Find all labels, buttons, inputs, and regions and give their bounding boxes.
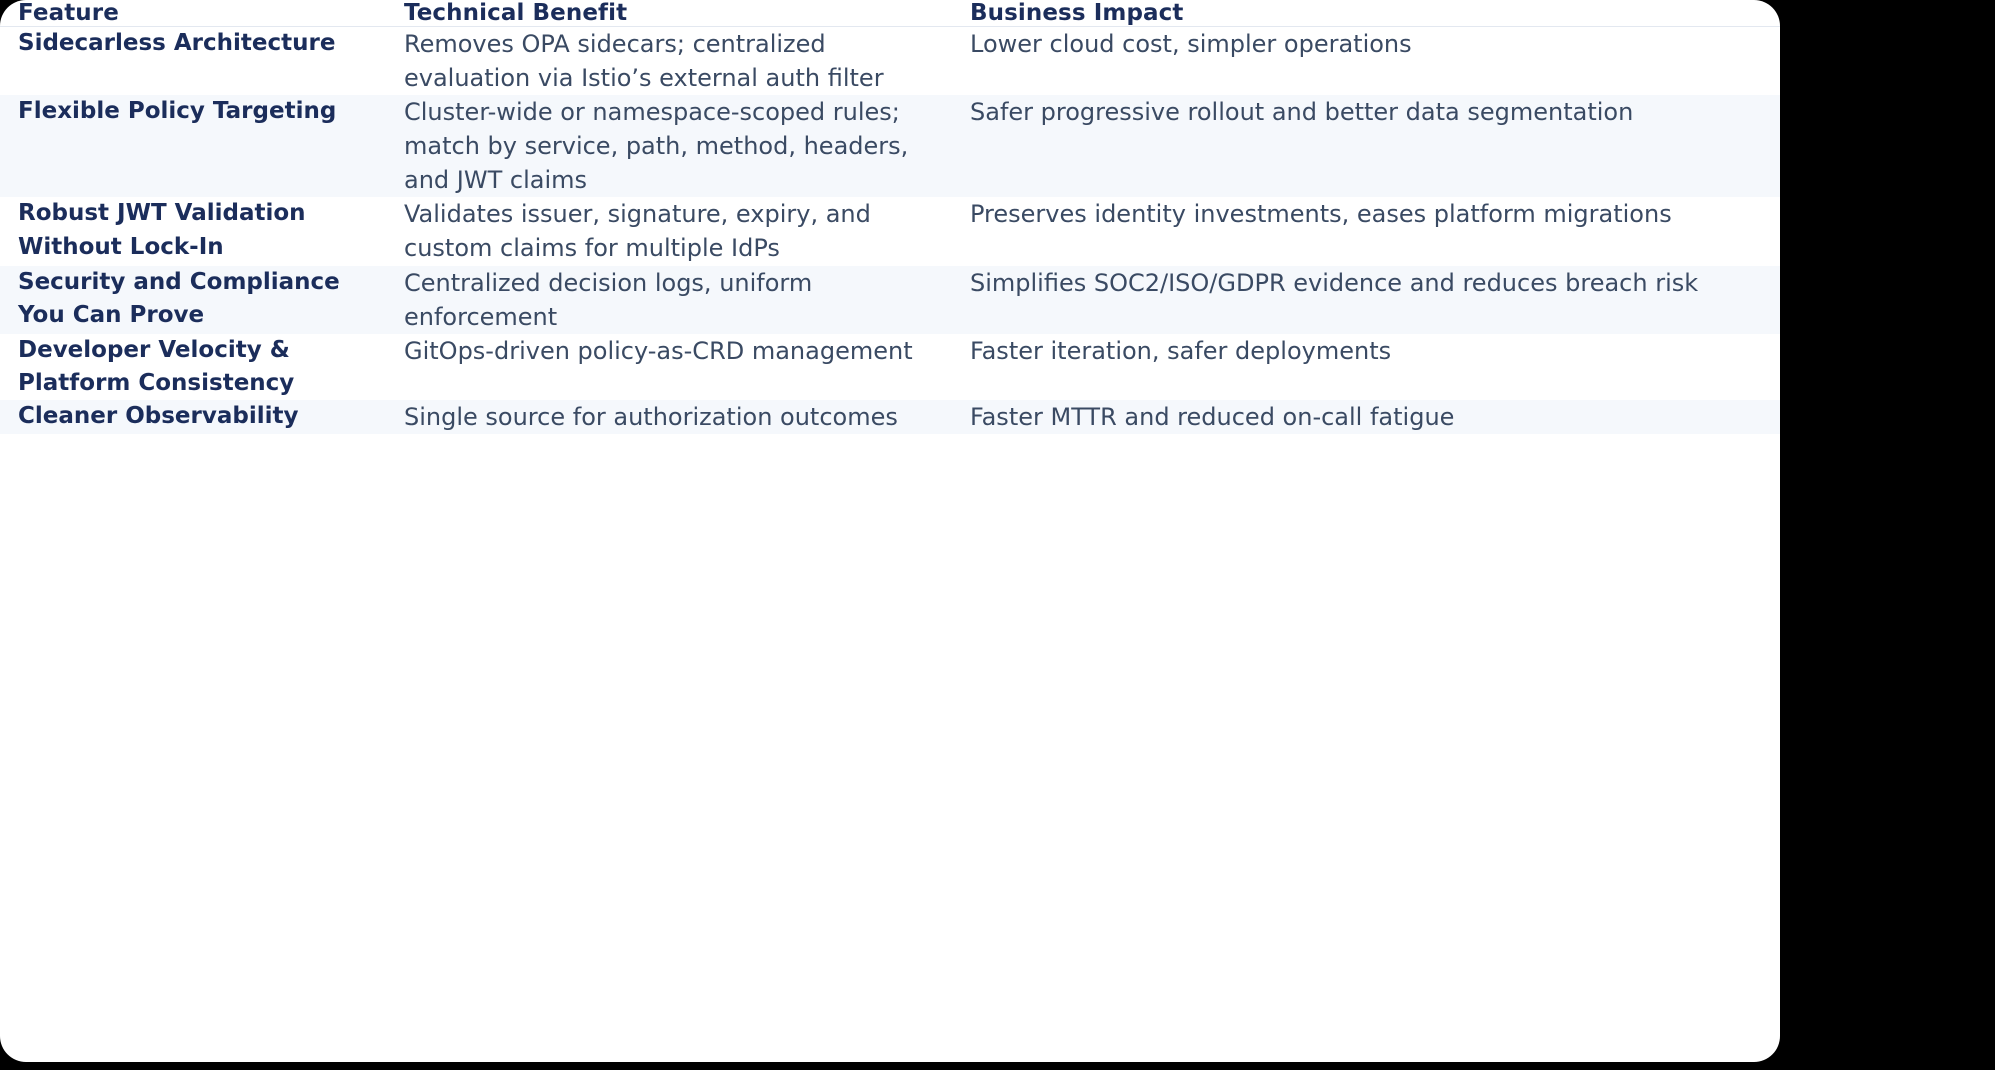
table-row	[0, 197, 1780, 265]
cell-business-impact: Preserves identity investments, eases platform migrations	[970, 200, 1672, 229]
table-row	[0, 95, 1780, 197]
table-body	[0, 27, 1780, 435]
table-row	[0, 400, 1780, 434]
cell-business-impact: Simplifies SOC2/ISO/GDPR evidence and reduces breach risk	[970, 268, 1699, 297]
cell-technical-benefit: Single source for authorization outcomes	[404, 403, 898, 432]
table-row	[0, 334, 1780, 401]
column-header-feature: Feature	[0, 0, 404, 27]
cell-feature: Flexible Policy Targeting	[18, 98, 337, 125]
cell-feature: Security and Compliance You Can Prove	[18, 268, 340, 328]
feature-comparison-table	[0, 0, 1780, 434]
cell-feature: Developer Velocity & Platform Consistency	[18, 336, 295, 397]
table-row	[0, 27, 1780, 96]
cell-business-impact: Safer progressive rollout and better data segmentation	[970, 98, 1634, 127]
cell-technical-benefit: Removes OPA sidecars; centralized evaluation via Istio’s external auth filter	[404, 30, 884, 93]
cell-business-impact: Faster MTTR and reduced on-call fatigue	[970, 403, 1455, 432]
cell-feature: Robust JWT Validation Without Lock-In	[18, 200, 306, 260]
cell-business-impact: Faster iteration, safer deployments	[970, 336, 1392, 365]
cell-technical-benefit: Cluster-wide or namespace-scoped rules; match by service, path, method, headers, and JWT claims	[404, 98, 909, 195]
table-row	[0, 266, 1780, 334]
table-header-row	[0, 0, 1780, 27]
column-header-business-impact: Business Impact	[970, 0, 1780, 27]
cell-feature: Cleaner Observability	[18, 403, 299, 430]
column-header-technical-benefit: Technical Benefit	[404, 0, 970, 27]
cell-business-impact: Lower cloud cost, simpler operations	[970, 30, 1412, 58]
cell-technical-benefit: Centralized decision logs, uniform enforcement	[404, 268, 813, 331]
cell-technical-benefit: Validates issuer, signature, expiry, and custom claims for multiple IdPs	[404, 200, 871, 263]
cell-technical-benefit: GitOps-driven policy-as-CRD management	[404, 336, 913, 365]
table-header	[0, 0, 1780, 27]
cell-feature: Sidecarless Architecture	[18, 30, 336, 56]
